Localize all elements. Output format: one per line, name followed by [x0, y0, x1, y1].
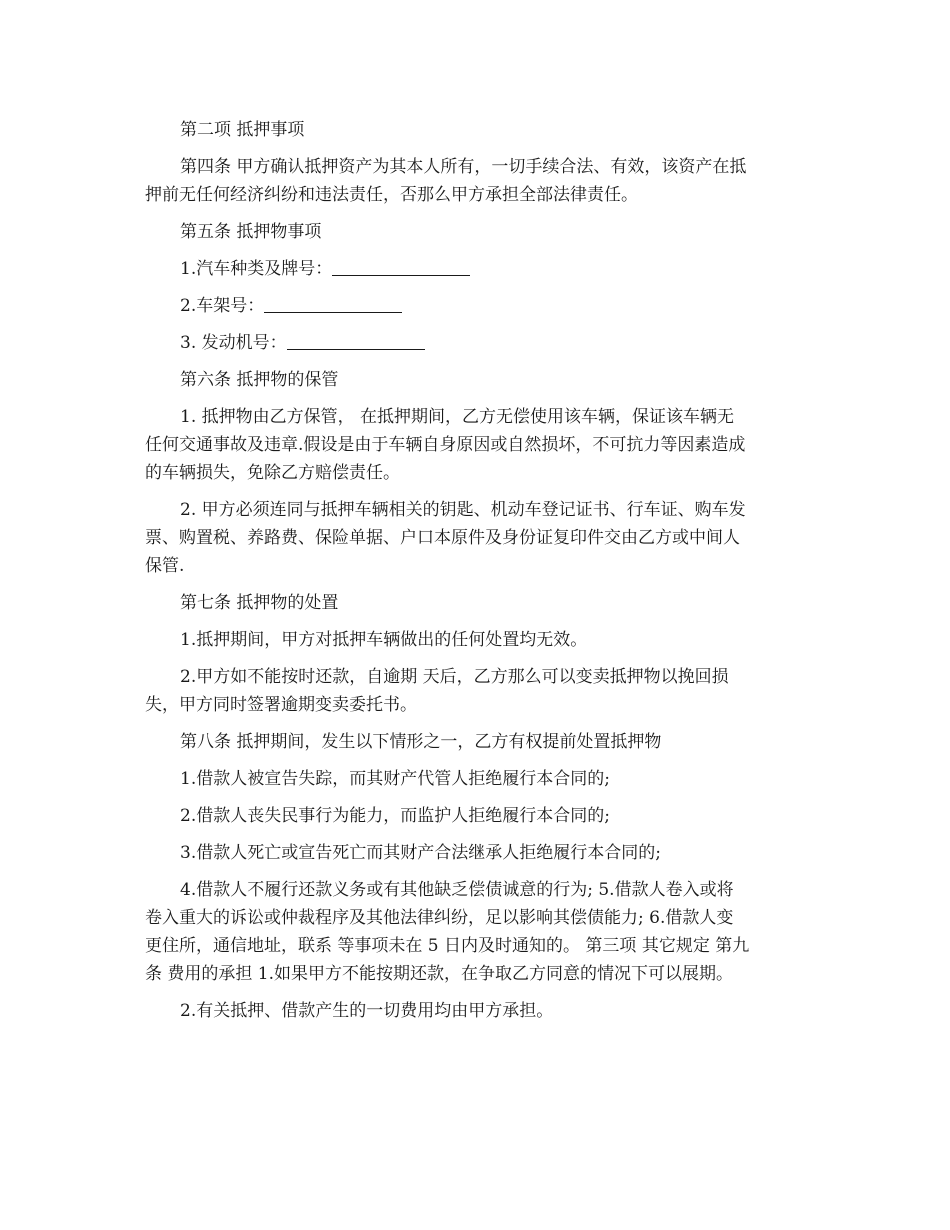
field-line: 2.车架号：	[145, 292, 805, 320]
section-heading: 第二项 抵押事项	[180, 120, 305, 140]
clause-paragraph: 2.有关抵押、借款产生的一切费用均由甲方承担。	[180, 1001, 554, 1021]
clause-paragraph: 2.借款人丧失民事行为能力，而监护人拒绝履行本合同的;	[180, 806, 610, 826]
clause-paragraph: 1.抵押期间，甲方对抵押车辆做出的任何处置均无效。	[180, 630, 588, 650]
article-heading: 第八条 抵押期间，发生以下情形之一，乙方有权提前处置抵押物	[180, 732, 662, 752]
article-heading: 第六条 抵押物的保管	[180, 370, 339, 390]
blank-underline	[332, 258, 470, 276]
clause-paragraph: 3.借款人死亡或宣告死亡而其财产合法继承人拒绝履行本合同的;	[180, 843, 661, 863]
field-line: 3. 发动机号：	[145, 329, 805, 357]
document-body	[145, 116, 805, 1034]
blank-underline	[264, 295, 402, 313]
clause-paragraph: 2. 甲方必须连同与抵押车辆相关的钥匙、机动车登记证书、行车证、购车发 票、购置税、养路费、保险单据、户口本原件及身份证复印件交由乙方或中间人 保管.	[145, 500, 746, 576]
article-paragraph: 第四条 甲方确认抵押资产为其本人所有，一切手续合法、有效，该资产在抵 押前无任何经济纠纷和违法责任，否那么甲方承担全部法律责任。	[145, 157, 747, 205]
clause-paragraph: 4.借款人不履行还款义务或有其他缺乏偿债诚意的行为; 5.借款人卷入或将 卷入重大的诉讼或仲裁程序及其他法律纠纷，足以影响其偿债能力; 6.借款人变 更住所，通信地址，联系 等事项未在 5 日内及时通知的。 第三项 其它规定 第九 条 费用的承担 1.如果甲方不能按期还款，在争取乙方同意的情况下可以展期。	[145, 880, 750, 984]
article-heading: 第五条 抵押物事项	[180, 222, 322, 242]
article-heading: 第七条 抵押物的处置	[180, 593, 339, 613]
field-line: 1.汽车种类及牌号：	[145, 255, 805, 283]
clause-paragraph: 1. 抵押物由乙方保管， 在抵押期间，乙方无偿使用该车辆，保证该车辆无 任何交通事故及违章.假设是由于车辆自身原因或自然损坏，不可抗力等因素造成 的车辆损失，免除乙方赔偿责任。	[145, 407, 746, 483]
clause-paragraph: 1.借款人被宣告失踪，而其财产代管人拒绝履行本合同的;	[180, 769, 610, 789]
blank-underline	[287, 332, 425, 350]
clause-paragraph: 2.甲方如不能按时还款，自逾期 天后，乙方那么可以变卖抵押物以挽回损 失，甲方同时签署逾期变卖委托书。	[145, 667, 729, 715]
